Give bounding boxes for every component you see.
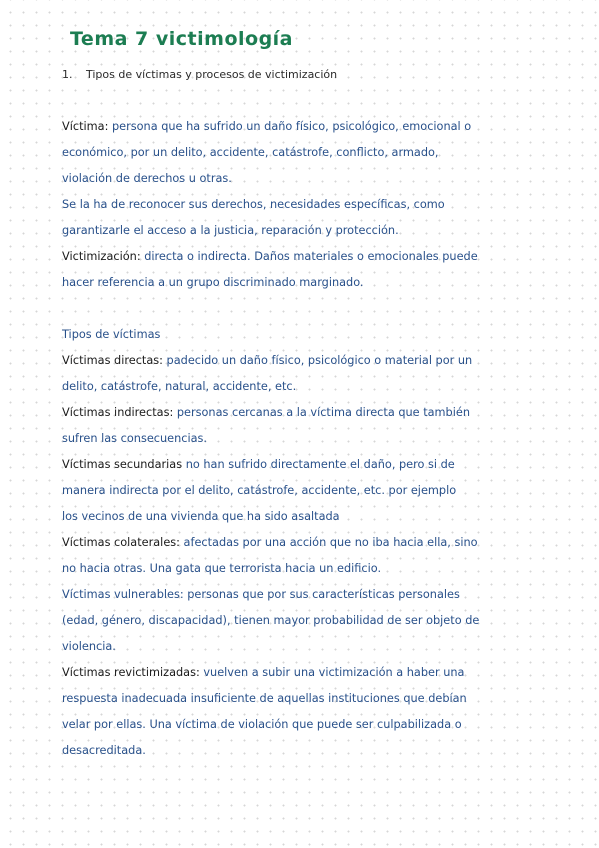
section-number: 1.	[62, 68, 73, 81]
definition: desacreditada.	[62, 744, 146, 757]
definition: personas cercanas a la víctima directa que también	[173, 406, 470, 419]
definition: padecido un daño físico, psicológico o material por un	[162, 354, 473, 367]
text-line	[62, 379, 542, 395]
definition: respuesta inadecuada insuficiente de aquellas instituciones que debían	[62, 692, 467, 705]
text-line	[62, 119, 542, 135]
definition: no han sufrido directamente el daño, pero si de	[182, 458, 455, 471]
term: Victimización:	[62, 250, 141, 263]
definition: velar por ellas. Una víctima de violación que puede ser culpabilizada o	[62, 718, 462, 731]
text-line	[62, 197, 542, 213]
text-line	[62, 535, 542, 551]
text-line	[62, 457, 542, 473]
text-line	[62, 509, 542, 525]
definition: violencia.	[62, 640, 116, 653]
subheading-text: Tipos de víctimas	[62, 328, 161, 341]
term: Víctima:	[62, 120, 109, 133]
text-line	[62, 613, 542, 629]
definition: manera indirecta por el delito, catástrofe, accidente, etc. por ejemplo	[62, 484, 457, 497]
section-heading-text: Tipos de víctimas y procesos de victimización	[86, 68, 338, 81]
text-line	[62, 249, 542, 265]
definition: Se la ha de reconocer sus derechos, necesidades específicas, como	[62, 198, 445, 211]
definition: (edad, género, discapacidad), tienen mayor probabilidad de ser objeto de	[62, 614, 480, 627]
text-line	[62, 275, 542, 291]
text-line	[62, 587, 542, 603]
text-line	[62, 145, 542, 161]
definition: afectadas por una acción que no iba hacia ella, sino	[179, 536, 478, 549]
text-line	[62, 639, 542, 655]
definition: delito, catástrofe, natural, accidente, etc.	[62, 380, 297, 393]
definition: garantizarle el acceso a la justicia, reparación y protección.	[62, 224, 399, 237]
definition: los vecinos de una vivienda que ha sido asaltada	[62, 510, 340, 523]
text-line	[62, 691, 542, 707]
section-heading	[62, 68, 337, 81]
term: Víctimas indirectas:	[62, 406, 174, 419]
page-title: Tema 7 victimología	[70, 28, 293, 50]
text-line	[62, 665, 542, 681]
definition: económico, por un delito, accidente, catástrofe, conflicto, armado,	[62, 146, 439, 159]
text-line	[62, 743, 542, 759]
definition: persona que ha sufrido un daño físico, psicológico, emocional o	[108, 120, 472, 133]
definition: sufren las consecuencias.	[62, 432, 208, 445]
text-line	[62, 483, 542, 499]
subheading	[62, 327, 542, 343]
term: Víctimas colaterales:	[62, 536, 180, 549]
text-line	[62, 561, 542, 577]
definition: vuelven a subir una victimización a haber una	[199, 666, 465, 679]
text-line	[62, 431, 542, 447]
definition: directa o indirecta. Daños materiales o emocionales puede	[140, 250, 478, 263]
term: Víctimas revictimizadas:	[62, 666, 200, 679]
text-line	[62, 223, 542, 239]
text-line	[62, 353, 542, 369]
text-line	[62, 171, 542, 187]
term: Víctimas secundarias	[62, 458, 183, 471]
text-line	[62, 405, 542, 421]
text-line	[62, 717, 542, 733]
definition: no hacia otras. Una gata que terrorista hacia un edificio.	[62, 562, 382, 575]
definition: Víctimas vulnerables: personas que por sus características personales	[62, 588, 460, 601]
term: Víctimas directas:	[62, 354, 163, 367]
definition: violación de derechos u otras.	[62, 172, 232, 185]
definition: hacer referencia a un grupo discriminado marginado.	[62, 276, 364, 289]
